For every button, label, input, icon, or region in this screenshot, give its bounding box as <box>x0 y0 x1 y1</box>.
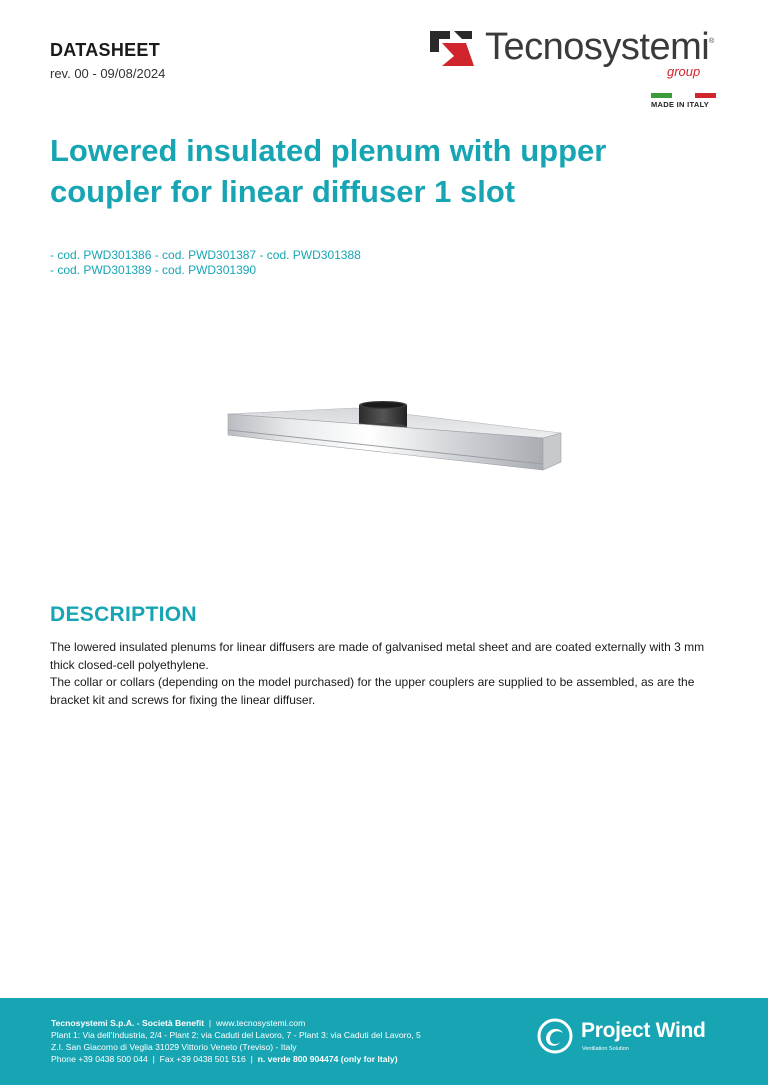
datasheet-label: DATASHEET <box>50 40 161 60</box>
title-line-2: coupler for linear diffuser 1 slot <box>50 174 516 209</box>
codes-line-1: - cod. PWD301386 - cod. PWD301387 - cod. PWD301388 <box>50 248 361 262</box>
description-paragraph-1: The lowered insulated plenums for linear diffusers are made of galvanised metal sheet and are coated externally with 3 mm thick closed-cell polyethylene. <box>50 640 705 672</box>
revision-date: rev. 00 - 09/08/2024 <box>50 66 166 81</box>
page-footer <box>0 998 768 1085</box>
footer-separator: | <box>152 1054 155 1064</box>
footer-fax: Fax +39 0438 501 516 <box>159 1054 246 1064</box>
registered-mark: ® <box>709 38 715 45</box>
description-paragraph-2: The collar or collars (depending on the model purchased) for the upper couplers are supplied to be assembled, as are the bracket kit and screws for fixing the linear diffuser. <box>50 675 695 707</box>
italian-flag-icon <box>651 93 716 99</box>
brand-name: Tecnosystemi <box>485 26 710 68</box>
product-codes <box>50 248 361 278</box>
description-body <box>50 639 720 709</box>
brand-group: group <box>667 64 701 79</box>
product-image <box>225 400 565 475</box>
project-wind-logo <box>537 1018 722 1060</box>
footer-phone: Phone +39 0438 500 044 <box>51 1054 148 1064</box>
footer-separator: | <box>208 1018 212 1028</box>
project-wind-name: Project Wind <box>581 1019 706 1042</box>
made-in-italy-label: MADE IN ITALY <box>651 100 710 109</box>
tecnosystemi-logo <box>428 28 723 86</box>
project-wind-swirl-icon <box>537 1018 573 1054</box>
title-line-1: Lowered insulated plenum with upper <box>50 133 607 168</box>
footer-company: Tecnosystemi S.p.A. - Società Benefit <box>51 1018 205 1028</box>
footer-toll-free: n. verde 800 904474 (only for Italy) <box>257 1054 398 1064</box>
description-heading: DESCRIPTION <box>50 603 197 626</box>
project-wind-tagline: Ventilation Solution <box>582 1046 629 1052</box>
page-title <box>50 130 730 212</box>
footer-contact <box>51 1017 421 1065</box>
footer-plants: Plant 1: Via dell'Industria, 2/4 - Plant 2: via Caduti del Lavoro, 7 - Plant 3: via Caduti del Lavoro, 5 <box>51 1030 421 1040</box>
footer-website[interactable]: www.tecnosystemi.com <box>215 1018 306 1028</box>
codes-line-2: - cod. PWD301389 - cod. PWD301390 <box>50 263 257 277</box>
footer-separator: | <box>250 1054 253 1064</box>
footer-address: Z.I. San Giacomo di Veglia 31029 Vittorio Veneto (Treviso) - Italy <box>51 1042 297 1052</box>
tecnosystemi-mark-icon <box>428 28 478 68</box>
